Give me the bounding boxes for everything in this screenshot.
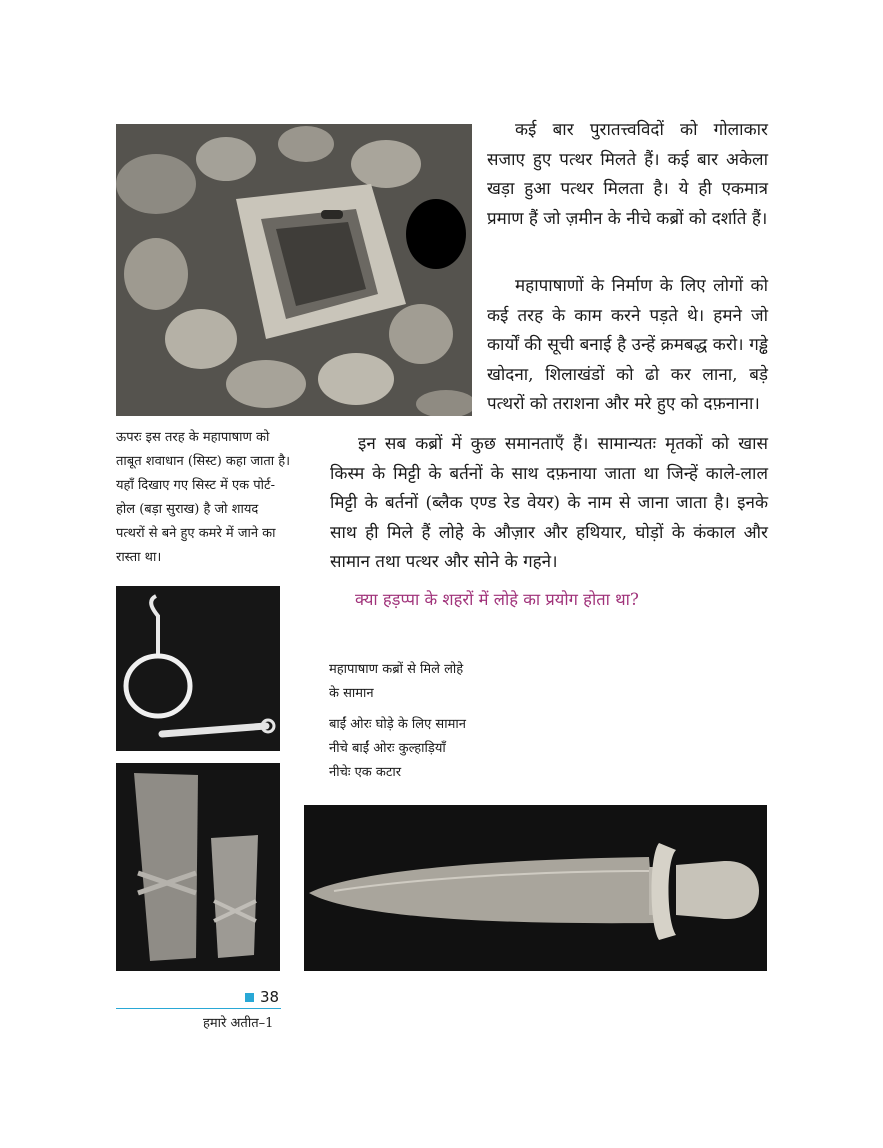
paragraph-2: महापाषाणों के निर्माण के लिए लोगों को कई तरह के काम करने पड़ते थे। हमने जो कार्यों की सूची बनाई है उन्हें क्रमबद्ध करो। गड्ढे खोदना, शिलाखंडों को ढो कर लाना, बड़े पत्थरों को तराशना और मरे हुए को दफ़नाना।	[487, 276, 768, 414]
folio-divider	[116, 1008, 281, 1009]
dagger-image	[304, 805, 767, 971]
iron-caption-below-left: नीचे बाईं ओरः कुल्हाड़ियाँ	[329, 741, 446, 756]
cist-burial-photo	[116, 124, 472, 416]
iron-objects-caption	[329, 658, 589, 785]
horse-equipment-photo	[116, 586, 280, 751]
page-number: 38	[260, 988, 280, 1006]
iron-caption-line-1: महापाषाण कब्रों से मिले लोहे	[329, 662, 464, 677]
folio-marker	[245, 993, 254, 1002]
paragraph-1: कई बार पुरातत्त्वविदों को गोलाकार सजाए हुए पत्थर मिलते हैं। कई बार अकेला खड़ा हुआ पत्थर मिलता है। ये ही एकमात्र प्रमाण हैं जो ज़मीन के नीचे कब्रों को दर्शाते हैं।	[487, 120, 768, 229]
iron-caption-below: नीचेः एक कटार	[329, 765, 402, 780]
iron-caption-line-2: के सामान	[329, 686, 374, 701]
horse-equipment-image	[116, 586, 280, 751]
axes-image	[116, 763, 280, 971]
cist-caption: ऊपरः इस तरह के महापाषाण को ताबूत शवाधान (सिस्ट) कहा जाता है। यहाँ दिखाए गए सिस्ट में एक पोर्ट-होल (बड़ा सुराख) है जो शायद पत्थरों से बने हुए कमरे में जाने का रास्ता था।	[116, 430, 291, 565]
book-title: हमारे अतीत–1	[203, 1016, 274, 1031]
question-heading: क्या हड़प्पा के शहरों में लोहे का प्रयोग होता था?	[355, 590, 639, 609]
axes-photo	[116, 763, 280, 971]
dagger-photo	[304, 805, 767, 971]
iron-caption-left: बाईं ओरः घोड़े के लिए सामान	[329, 717, 466, 732]
paragraph-3: इन सब कब्रों में कुछ समानताएँ हैं। सामान्यतः मृतकों को खास किस्म के मिट्टी के बर्तनों के साथ दफ़नाया जाता था जिन्हें काले-लाल मिट्टी के बर्तनों (ब्लैक एण्ड रेड वेयर) के नाम से जाना जाता है। इनके साथ ही मिले हैं लोहे के औज़ार और हथियार, घोड़ों के कंकाल और सामान तथा पत्थर और सोने के गहने।	[330, 434, 768, 572]
cist-burial-image	[116, 124, 472, 416]
